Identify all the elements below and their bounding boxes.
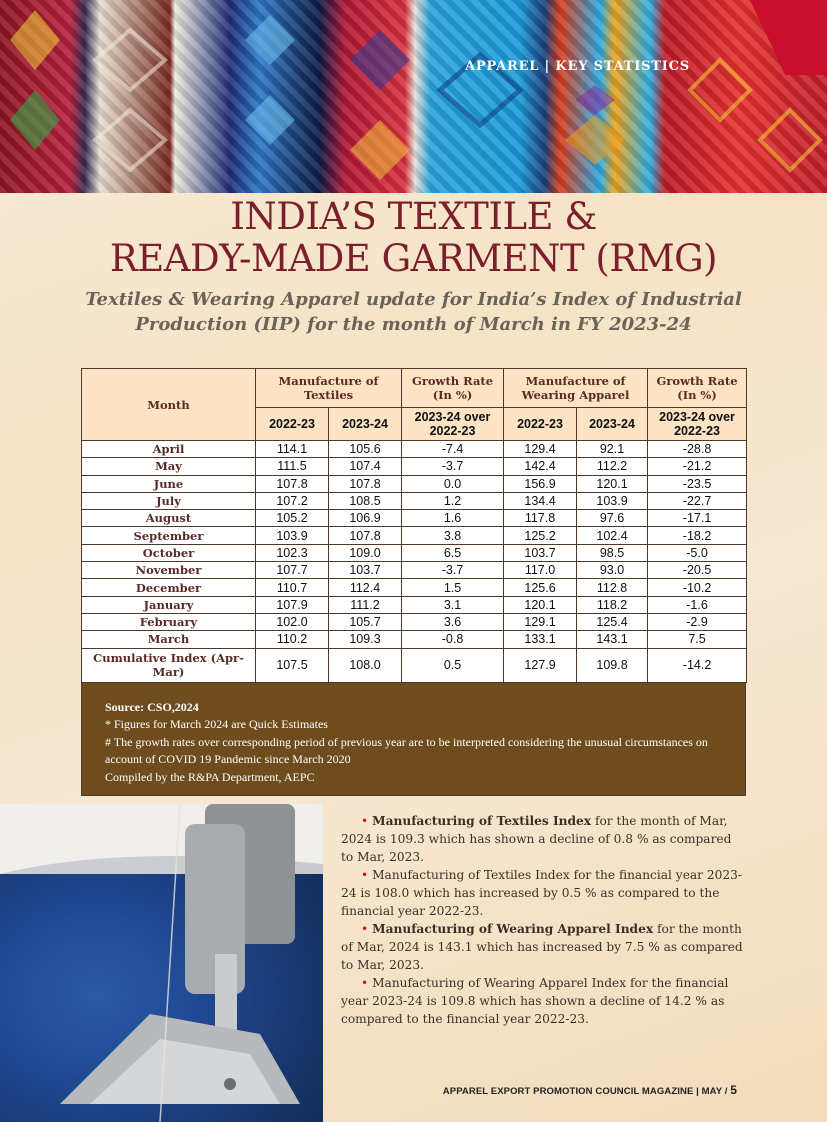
- value-cell: 107.8: [256, 475, 329, 492]
- table-row: [82, 579, 747, 596]
- value-cell: -28.8: [648, 441, 747, 458]
- value-cell: -3.7: [402, 458, 504, 475]
- cumulative-label-cell: Cumulative Index (Apr-Mar): [82, 648, 256, 682]
- textile-pattern-decoration: [0, 0, 827, 193]
- value-cell: 120.1: [504, 596, 577, 613]
- value-cell: 103.7: [329, 562, 402, 579]
- value-cell: 125.6: [504, 579, 577, 596]
- cumulative-value-cell: 109.8: [577, 648, 648, 682]
- value-cell: 156.9: [504, 475, 577, 492]
- summary-bold-lead: Manufacturing of Textiles Index: [372, 814, 592, 828]
- page-subtitle-line-2: Production (IIP) for the month of March in FY 2023-24: [135, 314, 692, 335]
- value-cell: -17.1: [648, 510, 747, 527]
- value-cell: 103.7: [504, 544, 577, 561]
- table-row: [82, 510, 747, 527]
- apparel-column-header: Manufacture of Wearing Apparel: [504, 369, 648, 408]
- bullet-dot-icon: •: [361, 814, 373, 828]
- value-cell: 111.2: [329, 596, 402, 613]
- value-cell: 125.4: [577, 613, 648, 630]
- summary-paragraph: [341, 812, 746, 866]
- table-body: [82, 441, 747, 683]
- cumulative-value-cell: 107.5: [256, 648, 329, 682]
- bullet-dot-icon: •: [361, 922, 373, 936]
- bullet-dot-icon: •: [361, 976, 373, 990]
- value-cell: 102.0: [256, 613, 329, 630]
- month-cell: October: [82, 544, 256, 561]
- cumulative-value-cell: 0.5: [402, 648, 504, 682]
- iip-data-table: [81, 368, 747, 683]
- value-cell: 92.1: [577, 441, 648, 458]
- value-cell: 107.4: [329, 458, 402, 475]
- value-cell: 105.2: [256, 510, 329, 527]
- table-row: [82, 475, 747, 492]
- table-row: [82, 596, 747, 613]
- summary-bullets: [341, 812, 746, 1028]
- cumulative-row: [82, 648, 747, 682]
- value-cell: 105.6: [329, 441, 402, 458]
- value-cell: 3.1: [402, 596, 504, 613]
- summary-paragraph: [341, 866, 746, 920]
- value-cell: 112.4: [329, 579, 402, 596]
- month-cell: June: [82, 475, 256, 492]
- value-cell: 103.9: [256, 527, 329, 544]
- table-row: [82, 613, 747, 630]
- value-cell: -3.7: [402, 562, 504, 579]
- textiles-growth-header: Growth Rate (In %): [402, 369, 504, 408]
- value-cell: 112.2: [577, 458, 648, 475]
- month-cell: November: [82, 562, 256, 579]
- value-cell: 106.9: [329, 510, 402, 527]
- source-note-compiled: Compiled by the R&PA Department, AEPC: [105, 769, 315, 784]
- value-cell: -2.9: [648, 613, 747, 630]
- value-cell: 93.0: [577, 562, 648, 579]
- value-cell: -10.2: [648, 579, 747, 596]
- summary-text: Manufacturing of Wearing Apparel Index for the financial year 2023-24 is 109.8 which has shown a decline of 14.2 % as compared to the financial year 2022-23.: [341, 976, 729, 1026]
- summary-bold-lead: Manufacturing of Wearing Apparel Index: [372, 922, 654, 936]
- value-cell: -23.5: [648, 475, 747, 492]
- summary-paragraph: [341, 974, 746, 1028]
- textiles-year-a-header: 2022-23: [256, 408, 329, 441]
- value-cell: -5.0: [648, 544, 747, 561]
- value-cell: 109.0: [329, 544, 402, 561]
- month-column-header: Month: [82, 369, 256, 441]
- value-cell: -21.2: [648, 458, 747, 475]
- table-row: [82, 441, 747, 458]
- page-title: [0, 196, 827, 280]
- footer-magazine-name: APPAREL EXPORT PROMOTION COUNCIL MAGAZINE | MAY /: [442, 1086, 728, 1097]
- table-row: [82, 631, 747, 648]
- value-cell: 107.9: [256, 596, 329, 613]
- month-cell: August: [82, 510, 256, 527]
- source-notes-box: [81, 683, 746, 796]
- value-cell: 98.5: [577, 544, 648, 561]
- table-row: [82, 562, 747, 579]
- value-cell: 111.5: [256, 458, 329, 475]
- value-cell: -18.2: [648, 527, 747, 544]
- month-cell: January: [82, 596, 256, 613]
- value-cell: 142.4: [504, 458, 577, 475]
- value-cell: 120.1: [577, 475, 648, 492]
- cumulative-value-cell: -14.2: [648, 648, 747, 682]
- table-row: [82, 458, 747, 475]
- value-cell: 107.8: [329, 475, 402, 492]
- value-cell: 133.1: [504, 631, 577, 648]
- value-cell: -22.7: [648, 492, 747, 509]
- summary-text: Manufacturing of Textiles Index for the financial year 2023-24 is 108.0 which has increased by 0.5 % as compared to the financial year 2022-23.: [341, 868, 743, 918]
- value-cell: 107.7: [256, 562, 329, 579]
- value-cell: 110.7: [256, 579, 329, 596]
- month-cell: July: [82, 492, 256, 509]
- page-subtitle: [40, 287, 787, 337]
- value-cell: -1.6: [648, 596, 747, 613]
- source-title: Source: CSO,2024: [105, 699, 199, 714]
- source-note-growth: # The growth rates over corresponding period of previous year are to be interpreted considering the unusual circumstances on account of COVID 19 Pandemic since March 2020: [105, 734, 708, 767]
- value-cell: 105.7: [329, 613, 402, 630]
- bullet-dot-icon: •: [361, 868, 373, 882]
- month-cell: February: [82, 613, 256, 630]
- value-cell: 107.8: [329, 527, 402, 544]
- apparel-year-b-header: 2023-24: [577, 408, 648, 441]
- value-cell: 97.6: [577, 510, 648, 527]
- value-cell: 114.1: [256, 441, 329, 458]
- value-cell: 129.4: [504, 441, 577, 458]
- value-cell: 117.0: [504, 562, 577, 579]
- value-cell: 109.3: [329, 631, 402, 648]
- page-number: 5: [730, 1083, 737, 1097]
- value-cell: -20.5: [648, 562, 747, 579]
- sewing-machine-illustration: [0, 804, 323, 1122]
- summary-paragraph: [341, 920, 746, 974]
- cumulative-value-cell: 108.0: [329, 648, 402, 682]
- value-cell: 0.0: [402, 475, 504, 492]
- page-subtitle-line-1: Textiles & Wearing Apparel update for India’s Index of Industrial: [85, 289, 742, 310]
- section-label: APPAREL | KEY STATISTICS: [465, 59, 690, 74]
- value-cell: 110.2: [256, 631, 329, 648]
- month-cell: April: [82, 441, 256, 458]
- summary-text: for the month of Mar, 2024 is 109.3 which has shown a decline of 0.8 % as compared to Mar, 2023.: [341, 814, 732, 864]
- sewing-machine-photo: [0, 804, 323, 1122]
- value-cell: 6.5: [402, 544, 504, 561]
- value-cell: 118.2: [577, 596, 648, 613]
- textiles-year-b-header: 2023-24: [329, 408, 402, 441]
- month-cell: September: [82, 527, 256, 544]
- value-cell: 1.2: [402, 492, 504, 509]
- apparel-year-a-header: 2022-23: [504, 408, 577, 441]
- table-row: [82, 544, 747, 561]
- value-cell: 1.6: [402, 510, 504, 527]
- value-cell: 143.1: [577, 631, 648, 648]
- value-cell: 108.5: [329, 492, 402, 509]
- month-cell: December: [82, 579, 256, 596]
- value-cell: 112.8: [577, 579, 648, 596]
- value-cell: 129.1: [504, 613, 577, 630]
- value-cell: 102.3: [256, 544, 329, 561]
- summary-text: for the month of Mar, 2024 is 143.1 which has increased by 7.5 % as compared to Mar, 2023.: [341, 922, 743, 972]
- source-note-estimates: * Figures for March 2024 are Quick Estimates: [105, 717, 328, 732]
- page-footer: [443, 1083, 737, 1097]
- page-title-line-2: READY-MADE GARMENT (RMG): [109, 237, 718, 280]
- value-cell: -0.8: [402, 631, 504, 648]
- value-cell: -7.4: [402, 441, 504, 458]
- table-row: [82, 492, 747, 509]
- textiles-growth-subheader: 2023-24 over 2022-23: [402, 408, 504, 441]
- table-row: [82, 527, 747, 544]
- value-cell: 134.4: [504, 492, 577, 509]
- value-cell: 3.6: [402, 613, 504, 630]
- value-cell: 117.8: [504, 510, 577, 527]
- value-cell: 107.2: [256, 492, 329, 509]
- apparel-growth-subheader: 2023-24 over 2022-23: [648, 408, 747, 441]
- cumulative-value-cell: 127.9: [504, 648, 577, 682]
- header-banner-image: [0, 0, 827, 193]
- value-cell: 102.4: [577, 527, 648, 544]
- value-cell: 7.5: [648, 631, 747, 648]
- iip-table-section: [81, 368, 746, 796]
- value-cell: 1.5: [402, 579, 504, 596]
- page-title-line-1: INDIA’S TEXTILE &: [230, 195, 597, 238]
- textiles-column-header: Manufacture of Textiles: [256, 369, 402, 408]
- value-cell: 3.8: [402, 527, 504, 544]
- value-cell: 103.9: [577, 492, 648, 509]
- value-cell: 125.2: [504, 527, 577, 544]
- apparel-growth-header: Growth Rate (In %): [648, 369, 747, 408]
- month-cell: May: [82, 458, 256, 475]
- month-cell: March: [82, 631, 256, 648]
